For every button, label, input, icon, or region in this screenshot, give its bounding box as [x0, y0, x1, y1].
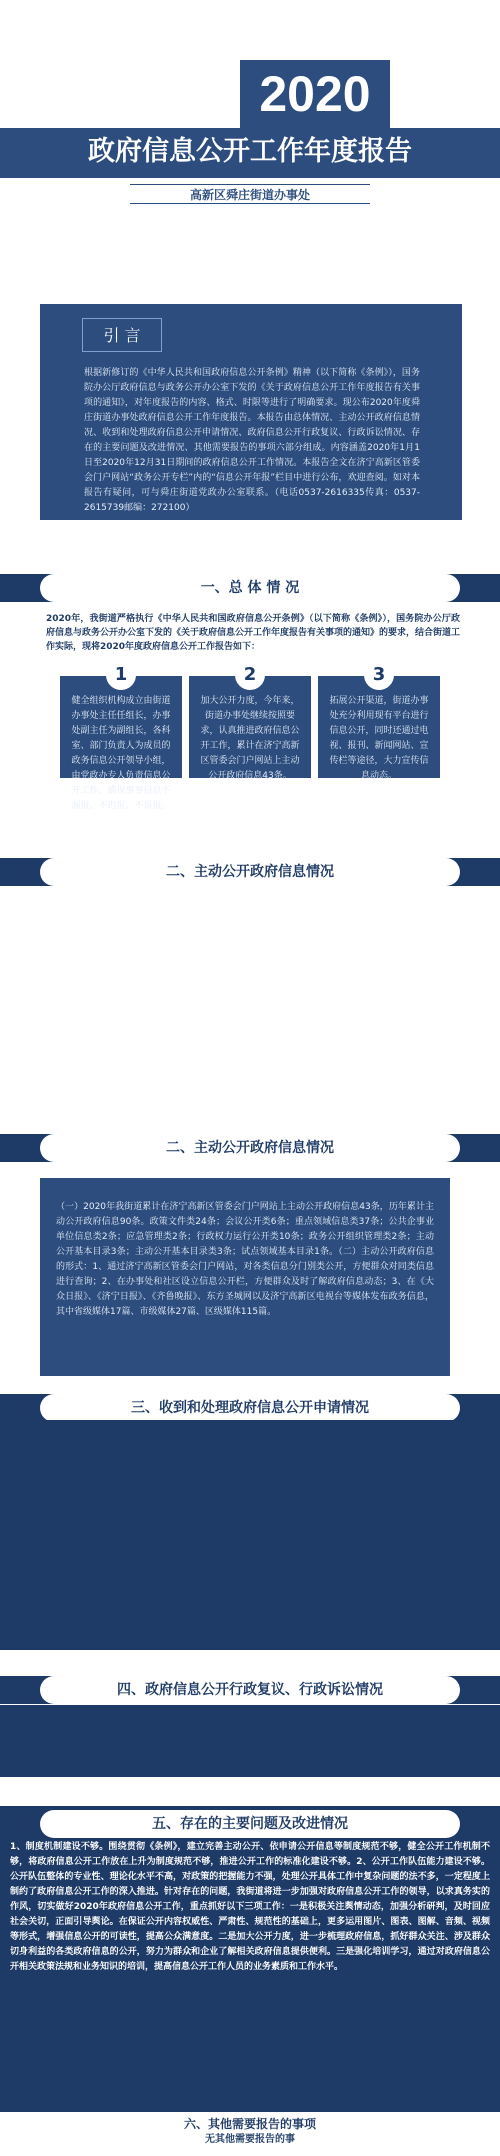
section1-title: 一、总 体 情 况 [40, 574, 460, 602]
request-table [0, 1420, 500, 1650]
intro-text: 根据新修订的《中华人民共和国政府信息公开条例》精神（以下简称《条例》），国务院办公厅政府信息与政务公开办公室下发的《关于政府信息公开工作年度报告有关事项的通知》，对年度报告的内容、格式、时限等进行了明确要求。现公布2020年度舜庄街道办事处政府信息公开工作年度报告。本报告由总体情况、主动公开政府信息情况、收到和处理政府信息公开申请情况、政府信息公开行政复议、行政诉讼情况、存在的主要问题及改进情况、其他需要报告的事项六部分组成。内容涵盖2020年1月1日至2020年12月31日期间的政府信息公开工作情况。本报告全文在济宁高新区管委会门户网站“政务公开专栏”内的“信息公开年报”栏目中进行公布，欢迎查阅。如对本报告有疑问，可与舜庄街道党政办公室联系。（电话0537-2616335传真：0537-2615739邮编：272100） [84, 368, 420, 513]
section2-title: 二、主动公开政府信息情况 [40, 858, 460, 886]
review-table [0, 1705, 500, 1777]
report-title: 政府信息公开工作年度报告 [88, 136, 412, 167]
overview-text-3: 拓展公开渠道，街道办事处充分利用现有平台进行信息公开，同时还通过电视、报刊、新闻网站、宣传栏等途径，大力宣传信息动态。 [329, 696, 429, 781]
overview-num-2: 2 [235, 660, 265, 690]
section6-text: 无其他需要报告的事 [205, 2134, 295, 2145]
hero [0, 0, 500, 206]
overview-text: 2020年，我街道严格执行《中华人民共和国政府信息公开条例》（以下简称《条例》），国务院办公厅政府信息与政务公开办公室下发的《关于政府信息公开工作年度报告有关事项的通知》的要求，结合街道工作实际，现将2020年度政府信息公开工作报告如下： [46, 614, 461, 652]
overview-num-1: 1 [106, 660, 136, 690]
section4-title: 四、政府信息公开行政复议、行政诉讼情况 [40, 1676, 460, 1704]
section5-text: 1、制度机制建设不够。围绕贯彻《条例》，建立完善主动公开、依申请公开信息等制度规范不够，健全公开工作机制不够，将政府信息公开工作放在上升为制度规范不够，推进公开工作的标准化建设不够。2、公开工作队伍能力建设不够。公开队伍整体的专业性、理论化水平不高，对政策的把握能力不强，处理公开具体工作中复杂问题的法不多，一定程度上制约了政府信息公开工作的深入推进。针对存在的问题，我街道将进一步加强对政府信息公开工作的领导，以求真务实的作风，切实做好2020年政府信息公开工作，重点抓好以下三项工作：一是积极关注舆情动态，加强分析研判，及时回应社会关切，正面引导舆论。在保证公开内容权威性、严肃性、规范性的基础上，更多运用图片、图表、图解、音频、视频等形式，增强信息公开的可读性，提高公众满意度。二是加大公开力度，进一步梳理政府信息，抓好群众关注、涉及群众切身利益的各类政府信息的公开，努力为群众和企业了解相关政府信息提供便利。三是强化培训学习，通过对政府信息公开相关政策法规和业务知识的培训，提高信息公开工作人员的业务素质和工作水平。 [10, 1842, 490, 1972]
section2b-title: 二、主动公开政府信息情况 [40, 1134, 460, 1162]
section6-title: 六、其他需要报告的事项 [183, 2117, 316, 2131]
section5-title: 五、存在的主要问题及改进情况 [40, 1810, 460, 1838]
overview-num-3: 3 [364, 660, 394, 690]
report-subtitle: 高新区舜庄街道办事处 [130, 184, 370, 204]
report-year: 2020 [259, 66, 371, 122]
intro-title: 引 言 [82, 318, 162, 352]
overview-text-2: 加大公开力度，今年来，街道办事处继续按照要求，认真推进政府信息公开工作，累计在济宁高新区管委会门户网站上主动公开政府信息43条。 [200, 696, 300, 781]
disclosure-table [0, 868, 500, 1118]
section3-title: 三、收到和处理政府信息公开申请情况 [40, 1394, 460, 1422]
overview-text-1: 健全组织机构成立由街道办事处主任任组长，办事处副主任为副组长，各科室、部门负责人为成员的政务信息公开领导小组，由党政办专人负责信息公开工作，确保事事信息不漏报、不迟报、不误报。 [71, 696, 171, 811]
section2b-text: （一）2020年我街道累计在济宁高新区管委会门户网站上主动公开政府信息43条，历年累计主动公开政府信息90条。政策文件类24条；会议公开类6条；重点领域信息类37条；公共企事业单位信息类2条；应急管理类2条；行政权力运行公开类10条；政务公开组织管理类2条；主动公开基本目录3条；主动公开基本目录类3条；试点领域基本目录1条。（二）主动公开政府信息的形式：1、通过济宁高新区管委会门户网站，对各类信息分门别类公开，方便群众对同类信息进行查询；2、在办事处和社区设立信息公开栏，方便群众及时了解政府信息动态；3、在《大众日报》、《济宁日报》、《齐鲁晚报》、东方圣城网以及济宁高新区电视台等媒体发布政务信息，其中省级媒体17篇、市级媒体27篇、区级媒体115篇。 [56, 1202, 434, 1317]
